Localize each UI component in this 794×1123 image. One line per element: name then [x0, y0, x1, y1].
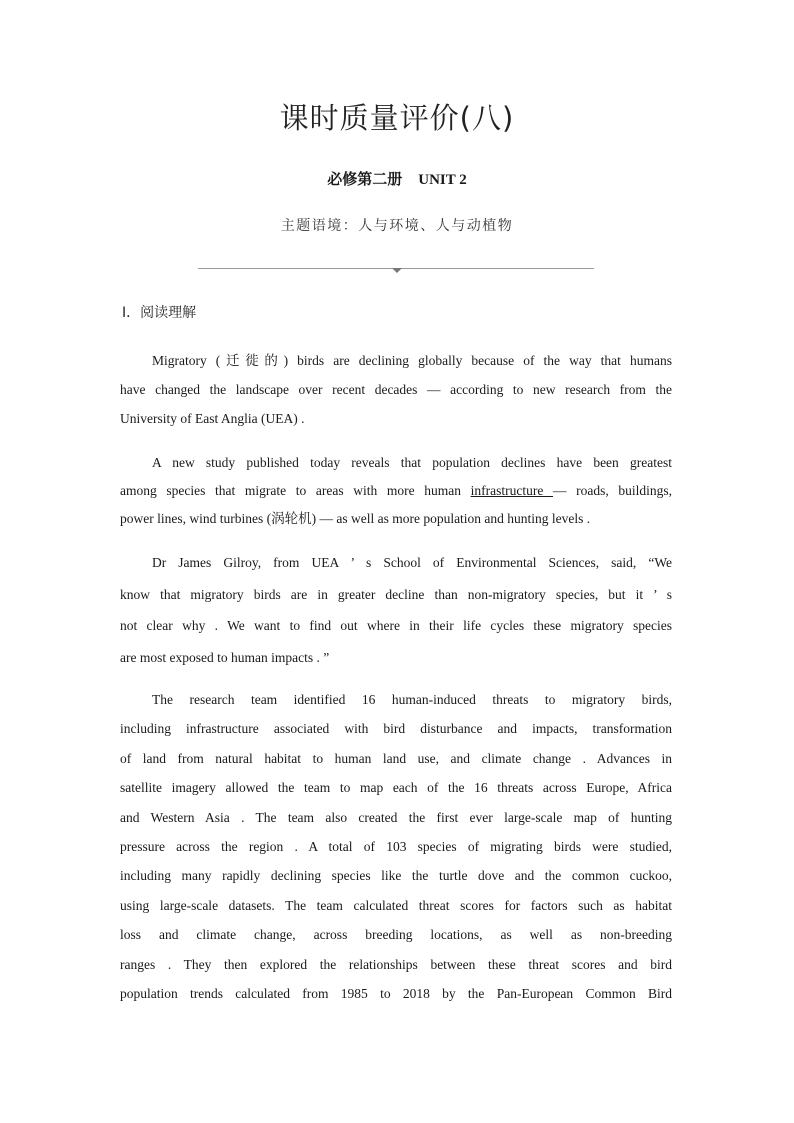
paragraph-line: using large-scale datasets. The team calculated threat scores for factors such as habitat [120, 897, 672, 913]
paragraph-line: know that migratory birds are in greater decline than non-migratory species, but it ’ s [120, 586, 672, 602]
paragraph-line: are most exposed to human impacts . ” [120, 649, 330, 665]
paragraph-line: Migratory (迁徙的) birds are declining globally because of the way that humans [152, 353, 672, 368]
paragraph-line: power lines, wind turbines (涡轮机) — as well as more population and hunting levels . [120, 511, 591, 526]
paragraph-4 [120, 685, 672, 1008]
paragraph-1 [120, 346, 672, 433]
paragraph-line: loss and climate change, across breeding locations, as well as non-breeding [120, 927, 672, 943]
underlined-word: infrastructure [470, 483, 553, 498]
paragraph-line: including many rapidly declining species like the turtle dove and the common cuckoo, [120, 868, 672, 884]
paragraph-line: of land from natural habitat to human land use, and climate change . Advances in [120, 750, 672, 766]
subtitle-unit: UNIT 2 [418, 172, 467, 188]
page-subtitle [0, 168, 794, 189]
paragraph-line: A new study published today reveals that population declines have been greatest [152, 455, 672, 470]
paragraph-line: population trends calculated from 1985 to 2018 by the Pan-European Common Bird [120, 986, 672, 1002]
paragraph-line: University of East Anglia (UEA) . [120, 411, 305, 426]
paragraph-line: and Western Asia . The team also created the first ever large-scale map of hunting [120, 809, 672, 825]
line-text: — roads, buildings, [552, 483, 672, 498]
paragraph-line: pressure across the region . A total of 103 species of migrating birds were studied, [120, 839, 672, 855]
paragraph-line: ranges . They then explored the relationships between these threat scores and bird [120, 956, 672, 972]
paragraph-2 [120, 449, 672, 533]
paragraph-line: Dr James Gilroy, from UEA ’ s School of Environmental Sciences, said, “We [152, 555, 672, 570]
paragraph-3 [120, 547, 672, 673]
section-heading: Ⅰ．阅读理解 [122, 305, 197, 321]
paragraph-line: not clear why . We want to find out where in their life cycles these migratory species [120, 618, 672, 633]
page-title: 课时质量评价(八) [279, 101, 515, 135]
subtitle-book: 必修第二册 [327, 172, 403, 188]
divider-arrow-icon [392, 268, 402, 273]
paragraph-line [120, 477, 672, 505]
line-text: among species that migrate to areas with more human [120, 483, 471, 498]
paragraph-line: The research team identified 16 human-induced threats to migratory birds, [152, 692, 672, 707]
paragraph-line: have changed the landscape over recent decades — according to new research from the [120, 382, 672, 397]
paragraph-line: satellite imagery allowed the team to map each of the 16 threats across Europe, Africa [120, 780, 672, 796]
theme-context: 主题语境：人与环境、人与动植物 [280, 218, 514, 234]
paragraph-line: including infrastructure associated with bird disturbance and impacts, transformation [120, 721, 672, 737]
